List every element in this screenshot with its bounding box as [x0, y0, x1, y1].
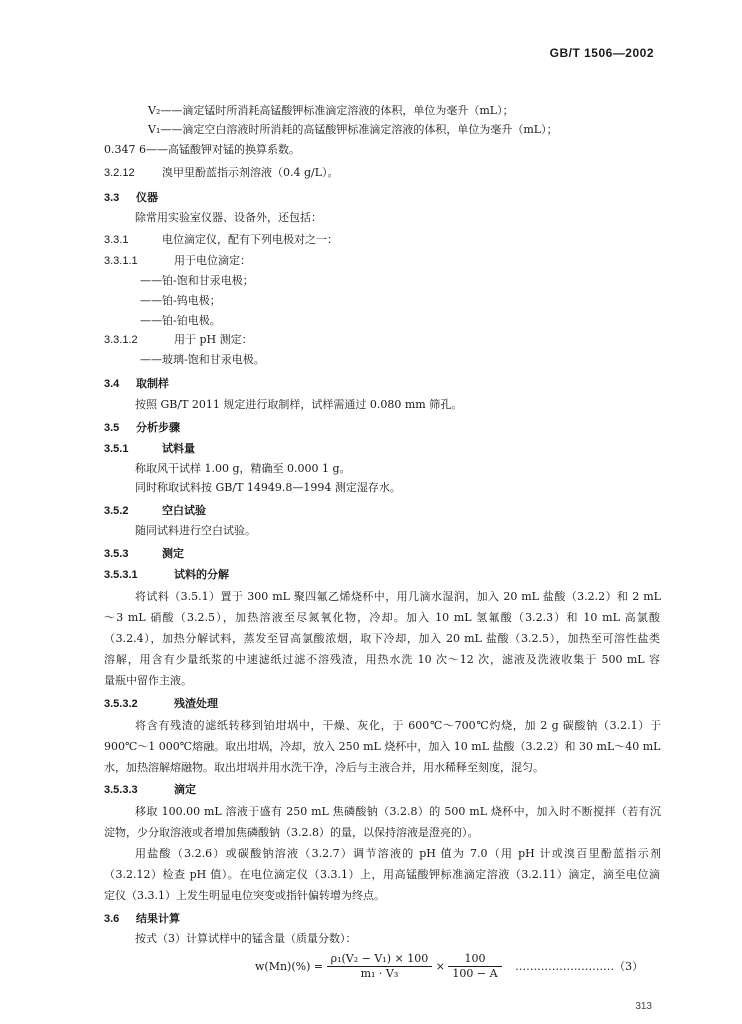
- page-number: 313: [635, 1001, 652, 1012]
- clause-3-5-3-1-heading: [104, 568, 229, 582]
- clause-number: 3.2.12: [104, 167, 135, 179]
- clause-number: 3.5.3.1: [104, 569, 138, 581]
- list-item: ——铂-钨电极；: [140, 294, 221, 307]
- section-number: 3.4: [104, 378, 120, 390]
- formula-fraction-1: [327, 952, 433, 982]
- paragraph: 称取风干试样 1.00 g，精确至 0.000 1 g。: [135, 462, 351, 475]
- list-item: ——铂-铂电极。: [140, 314, 221, 327]
- formula-3: [255, 952, 675, 992]
- section-3-6-heading: [104, 912, 180, 926]
- clause-3-5-3-heading: [104, 547, 184, 561]
- variable-def-factor: 0.347 6——高锰酸钾对锰的换算系数。: [104, 143, 300, 156]
- clause-number: 3.5.3.2: [104, 698, 138, 710]
- variable-def-v2: V₂——滴定锰时所消耗高锰酸钾标准滴定溶液的体积，单位为毫升（mL）；: [148, 104, 514, 117]
- section-number: 3.6: [104, 913, 120, 925]
- clause-number: 3.5.3.3: [104, 784, 138, 796]
- clause-3-5-2-heading: [104, 504, 206, 518]
- clause-title: 空白试验: [162, 504, 206, 517]
- paragraph: 同时称取试料按 GB/T 14949.8—1994 测定湿存水。: [135, 481, 401, 494]
- paragraph-line: 将含有残渣的滤纸转移到铂坩埚中，干燥、灰化，于 600℃～700℃灼烧，加 2 g 碳酸钠（3.2.1）于: [135, 719, 661, 732]
- section-3-3-heading: [104, 191, 158, 205]
- clause-number: 3.5.2: [104, 505, 129, 517]
- variable-def-v1: V₁——滴定空白溶液时所消耗的高锰酸钾标准滴定溶液的体积，单位为毫升（mL）；: [148, 123, 558, 136]
- clause-title: 残渣处理: [174, 697, 218, 710]
- clause-title: 试料的分解: [174, 568, 229, 581]
- clause-text: 用于 pH 测定：: [174, 333, 253, 346]
- paragraph-line: 淀物，少分取溶液或者增加焦磷酸钠（3.2.8）的量，以保持溶液是澄亮的）。: [104, 826, 479, 839]
- section-3-5-heading: [104, 421, 180, 435]
- formula-fraction-2: [448, 952, 501, 982]
- paragraph-line: （3.2.4），加热分解试料，蒸发至冒高氯酸浓烟，取下冷却，加入 20 mL 盐酸（3.2.5），加热至可溶性盐类: [104, 632, 660, 645]
- paragraph-line: 量瓶中留作主液。: [104, 674, 192, 687]
- paragraph: 随同试料进行空白试验。: [135, 524, 256, 537]
- clause-number: 3.3.1.1: [104, 255, 138, 267]
- paragraph-line: 900℃～1 000℃熔融。取出坩埚，冷却，放入 250 mL 烧杯中，加入 10 mL 盐酸（3.2.2）和 30 mL～40 mL: [104, 740, 661, 753]
- fraction-denominator: 100 − A: [452, 967, 498, 981]
- section-title: 分析步骤: [136, 421, 180, 434]
- paragraph: 按照 GB/T 2011 规定进行取制样，试样需通过 0.080 mm 筛孔。: [135, 398, 463, 411]
- clause-title: 测定: [162, 547, 184, 560]
- paragraph-line: 溶解，用含有少量纸浆的中速滤纸过滤不溶残渣，用热水洗 10 次～12 次，滤液及洗液收集于 500 mL 容: [104, 653, 660, 666]
- clause-text: 用于电位滴定：: [174, 254, 251, 267]
- clause-number: 3.5.1: [104, 443, 129, 455]
- clause-number: 3.3.1: [104, 234, 129, 246]
- paragraph-line: 移取 100.00 mL 溶液于盛有 250 mL 焦磷酸钠（3.2.8）的 500 mL 烧杯中，加入时不断搅拌（若有沉: [135, 805, 661, 818]
- paragraph-line: （3.2.12）检查 pH 值）。在电位滴定仪（3.3.1）上，用高锰酸钾标准滴定溶液（3.2.11）滴定，滴至电位滴: [104, 868, 660, 881]
- clause-number: 3.5.3: [104, 548, 129, 560]
- clause-3-2-12: [104, 166, 339, 180]
- clause-3-5-1-heading: [104, 442, 195, 456]
- list-item: ——玻璃-饱和甘汞电极。: [140, 353, 265, 366]
- clause-number: 3.3.1.2: [104, 334, 138, 346]
- section-number: 3.3: [104, 192, 120, 204]
- paragraph-line: 水，加热溶解熔融物。取出坩埚并用水洗干净，冷后与主液合并，用水稀释至刻度，混匀。: [104, 761, 544, 774]
- section-title: 结果计算: [136, 912, 180, 925]
- fraction-numerator: ρ₁(V₂ − V₁) × 100: [327, 952, 433, 967]
- paragraph-line: 用盐酸（3.2.6）或碳酸钠溶液（3.2.7）调节溶液的 pH 值为 7.0（用 pH 计或溴百里酚蓝指示剂: [135, 847, 661, 860]
- clause-title: 试料量: [162, 442, 195, 455]
- list-item: ——铂-饱和甘汞电极；: [140, 274, 254, 287]
- paragraph: 除常用实验室仪器、设备外，还包括：: [135, 211, 322, 224]
- equation-number: ………………………（3）: [515, 959, 644, 973]
- clause-3-3-1-2: [104, 333, 253, 347]
- standard-code: GB/T 1506—2002: [549, 46, 654, 60]
- paragraph: 按式（3）计算试样中的锰含量（质量分数）：: [135, 932, 357, 945]
- clause-3-3-1-1: [104, 254, 251, 268]
- clause-3-5-3-3-heading: [104, 783, 196, 797]
- clause-3-3-1: [104, 233, 338, 247]
- formula-times: ×: [435, 959, 445, 973]
- clause-title: 滴定: [174, 783, 196, 796]
- section-number: 3.5: [104, 422, 120, 434]
- section-title: 仪器: [136, 191, 158, 204]
- clause-text: 溴甲里酚蓝指示剂溶液（0.4 g/L）。: [162, 166, 339, 179]
- section-3-4-heading: [104, 377, 169, 391]
- fraction-denominator: m₁ · V₃: [360, 967, 399, 981]
- clause-3-5-3-2-heading: [104, 697, 218, 711]
- paragraph-line: 定仪（3.3.1）上发生明显电位突变或指针偏转增为终点。: [104, 889, 385, 902]
- clause-text: 电位滴定仪，配有下列电极对之一：: [162, 233, 338, 246]
- formula-lhs: w(Mn)(%) =: [255, 959, 324, 973]
- paragraph-line: 将试料（3.5.1）置于 300 mL 聚四氟乙烯烧杯中，用几滴水湿润，加入 20 mL 盐酸（3.2.2）和 2 mL: [135, 590, 661, 603]
- fraction-numerator: 100: [448, 952, 501, 967]
- paragraph-line: ～3 mL 硝酸（3.2.5），加热溶液至尽氮氧化物，冷却。加入 10 mL 氢氟酸（3.2.3）和 10 mL 高氯酸: [104, 611, 660, 624]
- section-title: 取制样: [136, 377, 169, 390]
